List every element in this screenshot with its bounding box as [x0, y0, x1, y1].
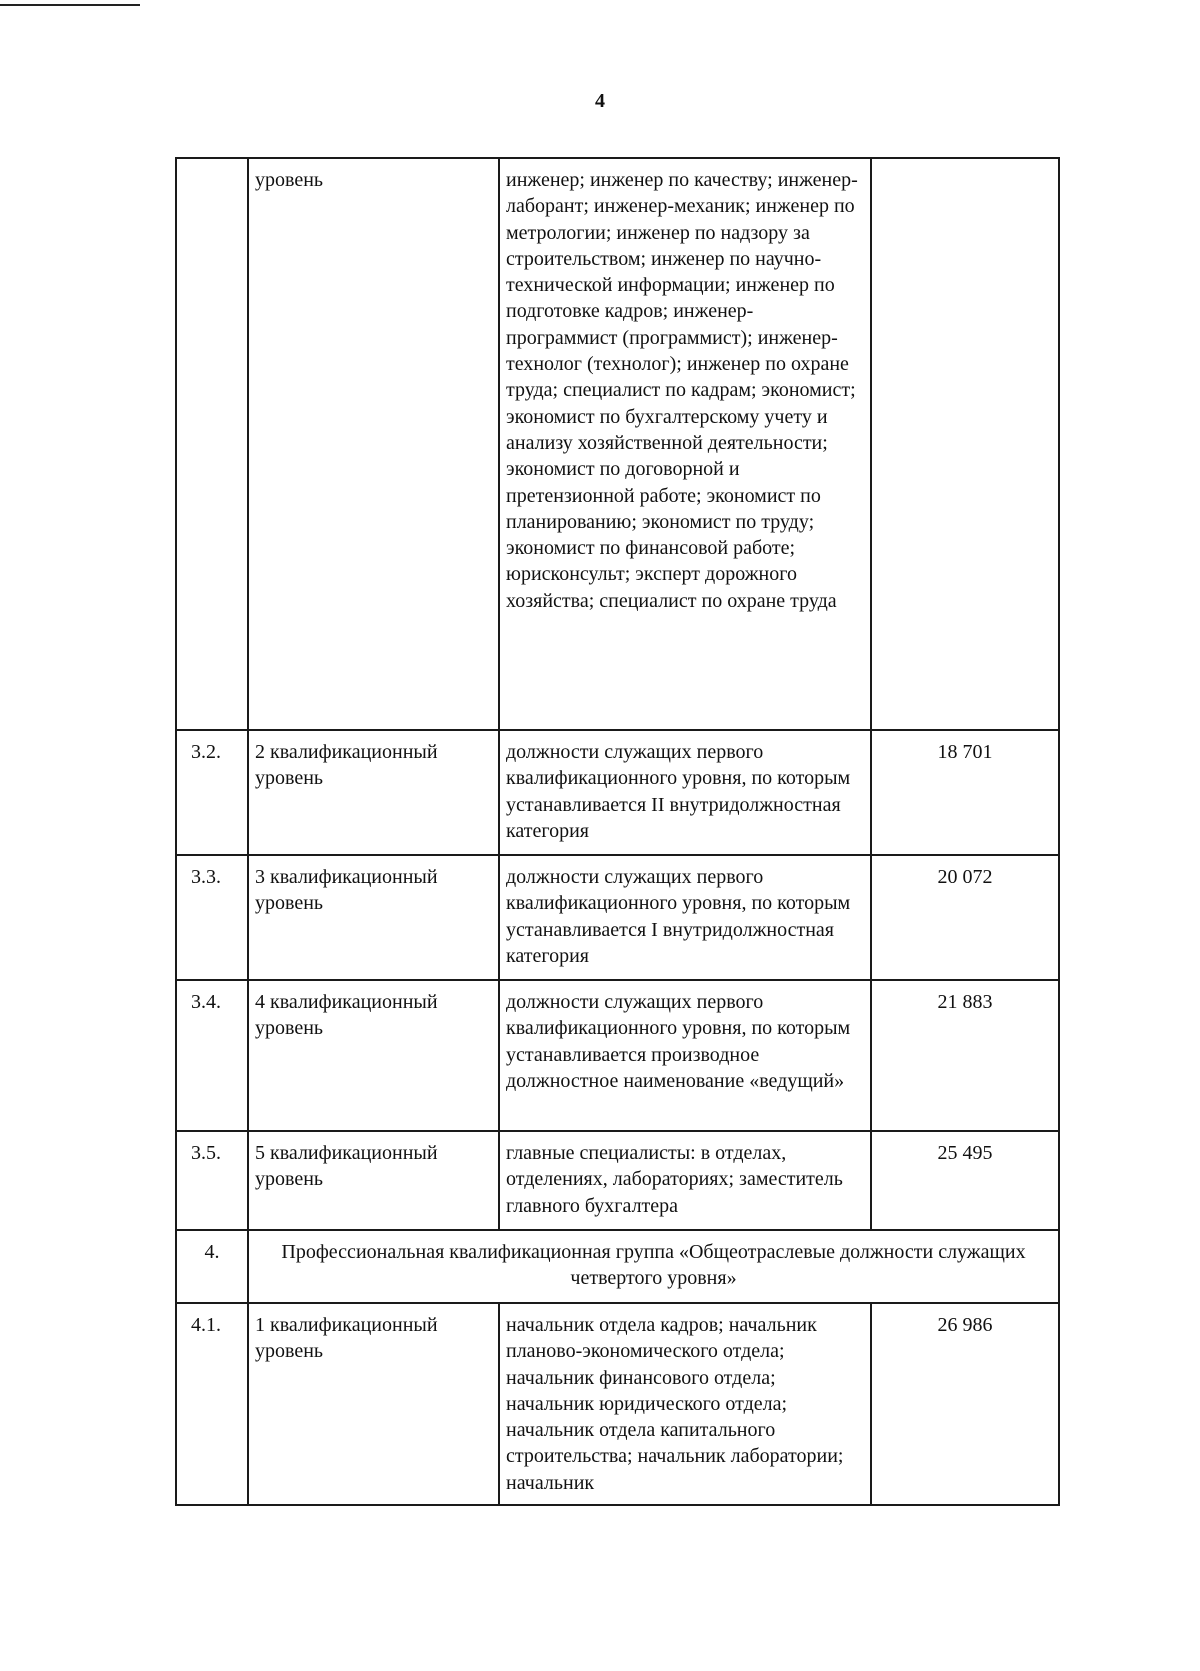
- row-number-cell: [176, 158, 248, 730]
- positions-cell: начальник отдела кадров; начальник планово-экономического отдела; начальник финансового отдела; начальник юридического отдела; начальник отдела капитального строительства; начальник лаборатории; начальник: [499, 1303, 871, 1505]
- group-title-cell: Профессиональная квалификационная группа «Общеотраслевые должности служащих четвертого уровня»: [248, 1230, 1059, 1303]
- table-row: [176, 730, 1059, 855]
- table-row: [176, 158, 1059, 730]
- qualification-level-cell: 1 квалификационный уровень: [248, 1303, 499, 1505]
- qualification-level-cell: 3 квалификационный уровень: [248, 855, 499, 980]
- table-row: [176, 1131, 1059, 1230]
- qualification-level-cell: 5 квалификационный уровень: [248, 1131, 499, 1230]
- salary-cell: 20 072: [871, 855, 1059, 980]
- qualification-level-cell: уровень: [248, 158, 499, 730]
- row-number-cell: 3.3.: [176, 855, 248, 980]
- salary-cell: 25 495: [871, 1131, 1059, 1230]
- table-row: [176, 980, 1059, 1131]
- positions-cell: главные специалисты: в отделах, отделениях, лабораториях; заместитель главного бухгалтера: [499, 1131, 871, 1230]
- group-header-row: [176, 1230, 1059, 1303]
- salary-cell: 21 883: [871, 980, 1059, 1131]
- positions-cell: должности служащих первого квалификационного уровня, по которым устанавливается производное должностное наименование «ведущий»: [499, 980, 871, 1131]
- salary-cell: 18 701: [871, 730, 1059, 855]
- positions-cell: должности служащих первого квалификационного уровня, по которым устанавливается I внутридолжностная категория: [499, 855, 871, 980]
- row-number-cell: 3.2.: [176, 730, 248, 855]
- page-number: 4: [595, 90, 605, 112]
- salary-cell: 26 986: [871, 1303, 1059, 1505]
- qualification-salary-table: [175, 157, 1060, 1506]
- row-number-cell: 3.4.: [176, 980, 248, 1131]
- row-number-cell: 4.1.: [176, 1303, 248, 1505]
- group-number-cell: 4.: [176, 1230, 248, 1303]
- positions-cell: должности служащих первого квалификационного уровня, по которым устанавливается II внутридолжностная категория: [499, 730, 871, 855]
- qualification-level-cell: 2 квалификационный уровень: [248, 730, 499, 855]
- scan-artifact-line: [0, 4, 140, 6]
- row-number-cell: 3.5.: [176, 1131, 248, 1230]
- qualification-level-cell: 4 квалификационный уровень: [248, 980, 499, 1131]
- salary-cell: [871, 158, 1059, 730]
- positions-cell: инженер; инженер по качеству; инженер-лаборант; инженер-механик; инженер по метрологии; инженер по надзору за строительством; инженер по научно-технической информации; инженер по подготовке кадров; инженер-программист (программист); инженер-технолог (технолог); инженер по охране труда; специалист по кадрам; экономист; экономист по бухгалтерскому учету и анализу хозяйственной деятельности; экономист по договорной и претензионной работе; экономист по планированию; экономист по труду; экономист по финансовой работе; юрисконсульт; эксперт дорожного хозяйства; специалист по охране труда: [499, 158, 871, 730]
- table-row: [176, 855, 1059, 980]
- table-row: [176, 1303, 1059, 1505]
